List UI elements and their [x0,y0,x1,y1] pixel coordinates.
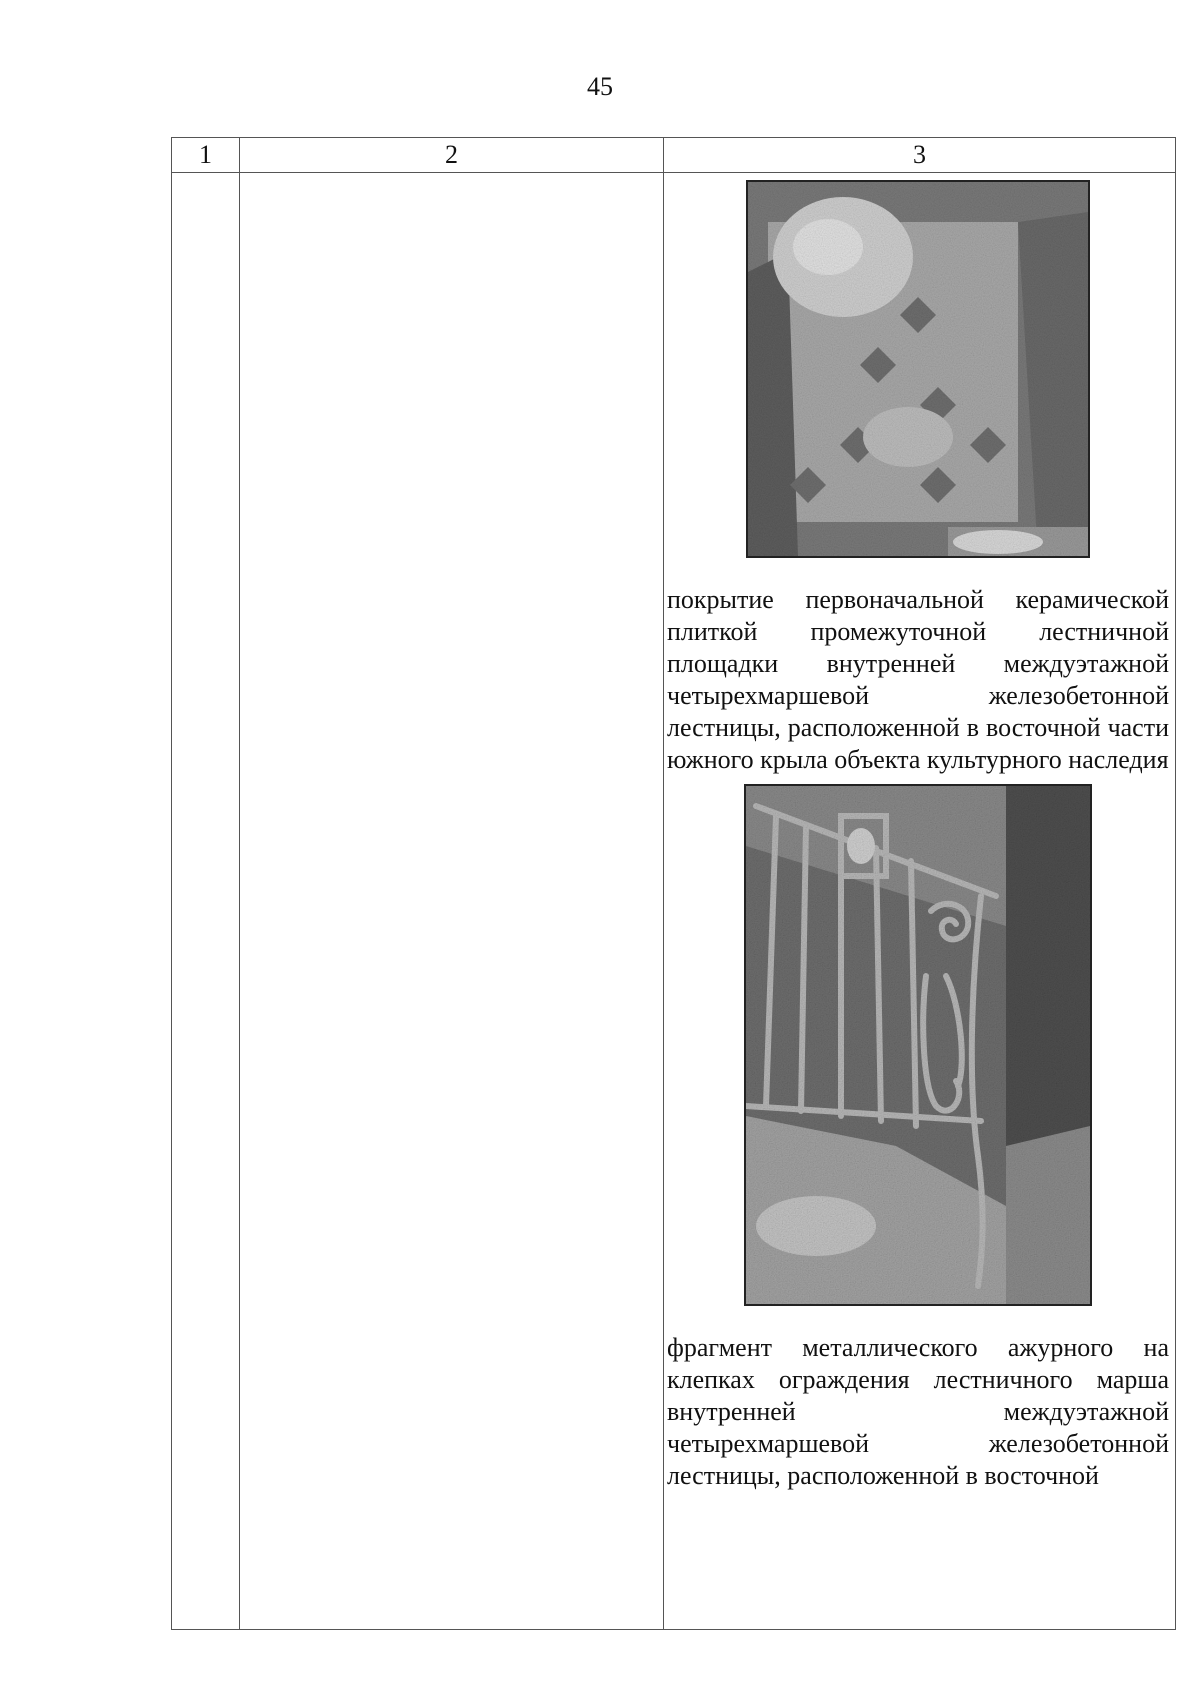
tiled-landing-photo [746,180,1090,558]
photo-1-caption: покрытие первоначальной керамической плиткой промежуточной лестничной площадки внутренней междуэтажной четырехмаршевой железобетонной лестницы, расположенной в восточной части южного крыла объекта культурного наследия [667,585,1169,774]
header-cell-1: 1 [172,138,240,173]
row-number-cell [172,173,240,1630]
page-number: 45 [587,72,613,101]
stair-railing-photo [744,784,1092,1306]
table-header-row [172,138,1176,173]
description-cell [240,173,664,1630]
table-row [172,173,1176,1630]
header-cell-3: 3 [664,138,1176,173]
document-table [171,137,1176,1630]
photo-2-caption: фрагмент металлического ажурного на клепках ограждения лестничного марша внутренней междуэтажной четырехмаршевой железобетонной лестницы, расположенной в восточной [667,1333,1169,1490]
photos-cell [664,173,1176,1630]
header-cell-2: 2 [240,138,664,173]
